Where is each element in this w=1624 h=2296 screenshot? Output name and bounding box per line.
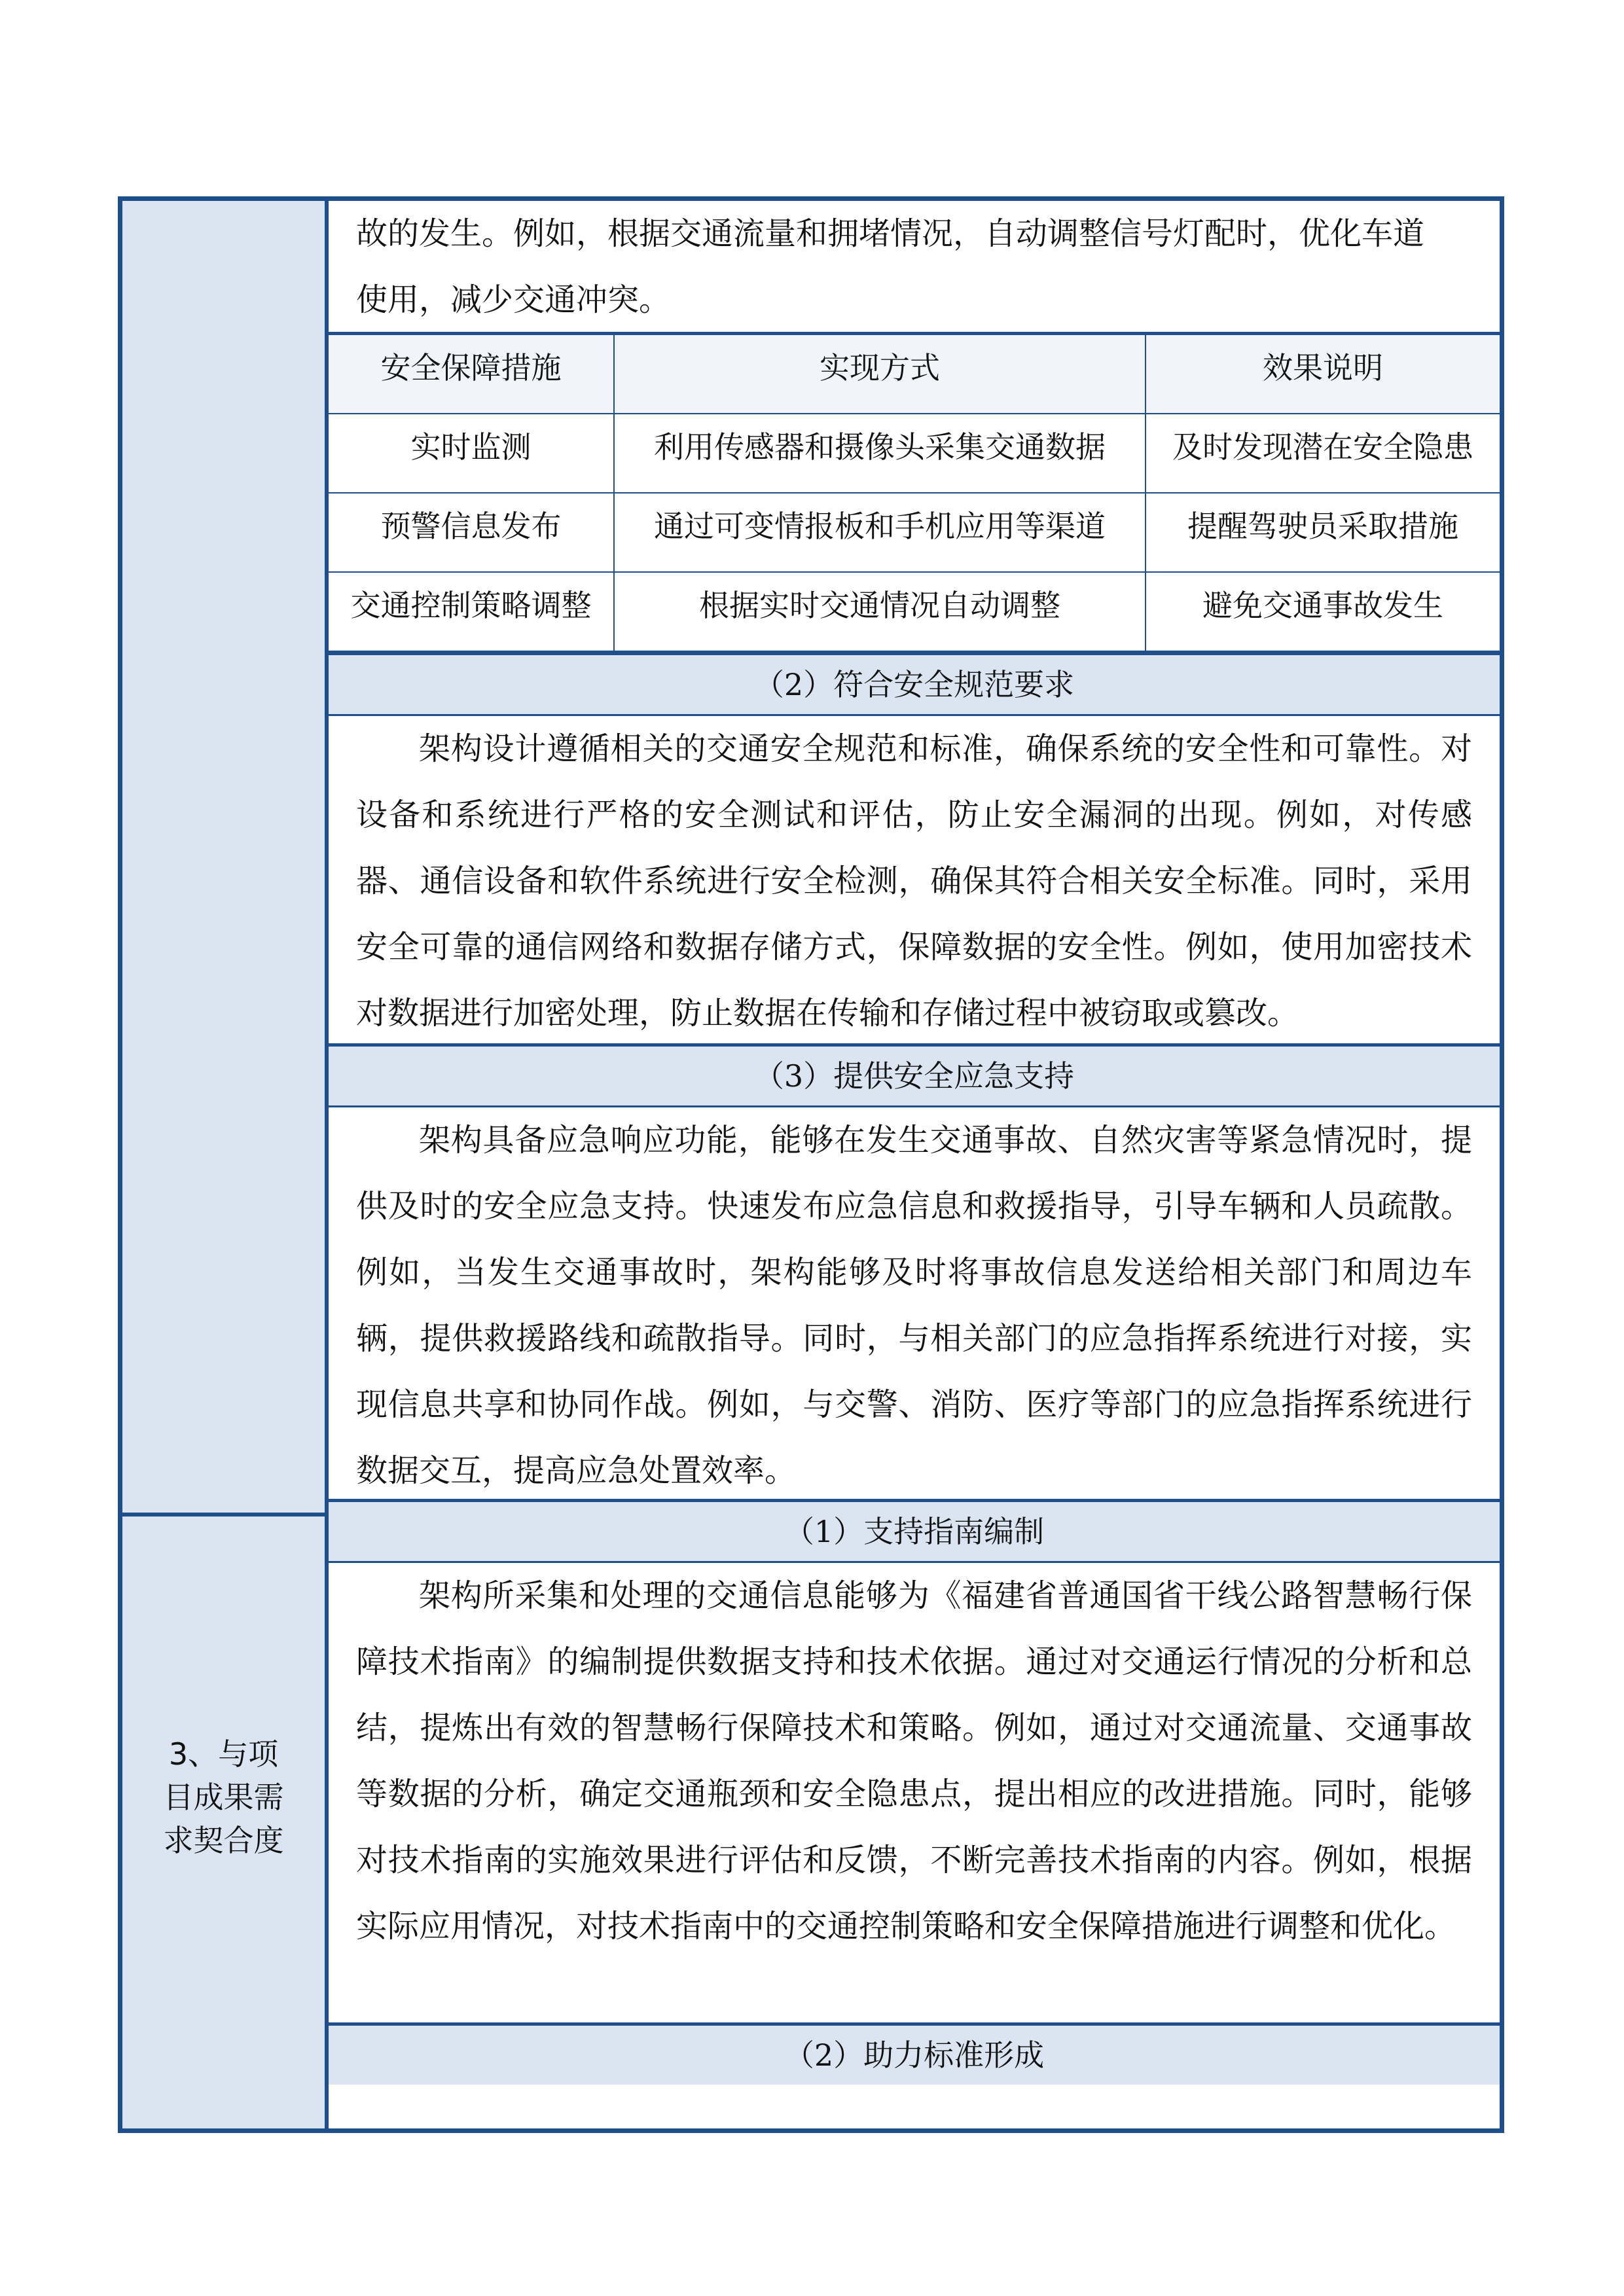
table-header-cell: 安全保障措施 bbox=[329, 335, 614, 414]
section-heading: （1）支持指南编制 bbox=[329, 1502, 1500, 1561]
table-row bbox=[329, 414, 1500, 493]
content-column bbox=[329, 201, 1500, 2085]
table-header-cell: 实现方式 bbox=[614, 335, 1146, 414]
intro-line-1: 故的发生。例如，根据交通流量和拥堵情况，自动调整信号灯配时，优化车道 bbox=[356, 215, 1425, 252]
table-cell: 及时发现潜在安全隐患 bbox=[1146, 414, 1500, 493]
intro-paragraph bbox=[329, 201, 1500, 332]
table-cell: 根据实时交通情况自动调整 bbox=[614, 572, 1146, 651]
table-row bbox=[329, 572, 1500, 651]
table-cell: 预警信息发布 bbox=[329, 493, 614, 572]
table-cell: 避免交通事故发生 bbox=[1146, 572, 1500, 651]
table-header-row bbox=[329, 335, 1500, 414]
table-cell: 提醒驾驶员采取措施 bbox=[1146, 493, 1500, 572]
section-heading: （2）符合安全规范要求 bbox=[329, 655, 1500, 714]
document-frame bbox=[118, 196, 1504, 2133]
section-text: 架构设计遵循相关的交通安全规范和标准，确保系统的安全性和可靠性。对设备和系统进行严格的安全测试和评估，防止安全漏洞的出现。例如，对传感器、通信设备和软件系统进行安全检测，确保其符合相关安全标准。同时，采用安全可靠的通信网络和数据存储方式，保障数据的安全性。例如，使用加密技术对数据进行加密处理，防止数据在传输和存储过程中被窃取或篡改。 bbox=[356, 730, 1472, 1031]
table-row bbox=[329, 493, 1500, 572]
section-text: 架构所采集和处理的交通信息能够为《福建省普通国省干线公路智慧畅行保障技术指南》的编制提供数据支持和技术依据。通过对交通运行情况的分析和总结，提炼出有效的智慧畅行保障技术和策略。例如，通过对交通流量、交通事故等数据的分析，确定交通瓶颈和安全隐患点，提出相应的改进措施。同时，能够对技术指南的实施效果进行评估和反馈，不断完善技术指南的内容。例如，根据实际应用情况，对技术指南中的交通控制策略和安全保障措施进行调整和优化。 bbox=[356, 1577, 1472, 1945]
section-text: 架构具备应急响应功能，能够在发生交通事故、自然灾害等紧急情况时，提供及时的安全应急支持。快速发布应急信息和救援指导，引导车辆和人员疏散。例如，当发生交通事故时，架构能够及时将事故信息发送给相关部门和周边车辆，提供救援路线和疏散指导。同时，与相关部门的应急指挥系统进行对接，实现信息共享和协同作战。例如，与交警、消防、医疗等部门的应急指挥系统进行数据交互，提高应急处置效率。 bbox=[356, 1122, 1472, 1489]
table-cell: 利用传感器和摄像头采集交通数据 bbox=[614, 414, 1146, 493]
section-paragraph bbox=[329, 1107, 1500, 1499]
table-cell: 通过可变情报板和手机应用等渠道 bbox=[614, 493, 1146, 572]
table-cell: 实时监测 bbox=[329, 414, 614, 493]
section-paragraph bbox=[329, 1563, 1500, 2022]
intro-line-2: 使用，减少交通冲突。 bbox=[356, 281, 671, 318]
table-cell: 交通控制策略调整 bbox=[329, 572, 614, 651]
section-heading: （3）提供安全应急支持 bbox=[329, 1047, 1500, 1105]
row-label: 3、与项目成果需求契合度 bbox=[163, 1736, 284, 1858]
left-column-divider bbox=[122, 1513, 329, 1516]
section-heading: （2）助力标准形成 bbox=[329, 2026, 1500, 2085]
table-header-cell: 效果说明 bbox=[1146, 335, 1500, 414]
section-paragraph bbox=[329, 716, 1500, 1043]
safety-measures-table bbox=[329, 335, 1500, 652]
